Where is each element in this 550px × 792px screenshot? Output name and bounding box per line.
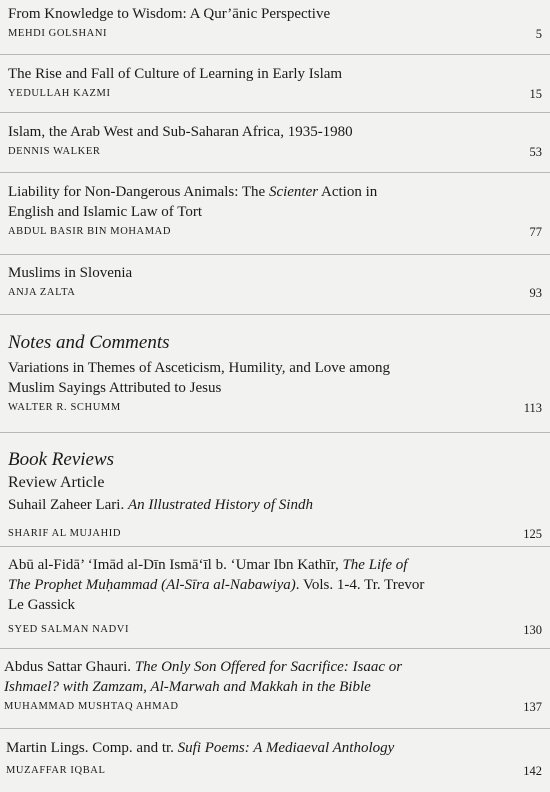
page-number: 137 (523, 700, 542, 714)
author-name: MUHAMMAD MUSHTAQ AHMAD (4, 701, 179, 712)
title-italic: Ishmael? with Zamzam, Al-Marwah and Makkah in the Bible (4, 679, 371, 695)
entry-title: Muslims in Slovenia (8, 265, 133, 281)
toc-entry (8, 4, 542, 41)
page-number: 5 (535, 27, 542, 41)
title-text: Muslim Sayings Attributed to Jesus (8, 380, 222, 396)
page-number: 53 (529, 145, 542, 159)
toc-entry (8, 64, 542, 101)
entry-title (6, 738, 542, 758)
page-number: 77 (529, 225, 542, 239)
toc-entry (8, 263, 542, 300)
title-text: Variations in Themes of Asceticism, Humility, and Love among (8, 360, 391, 376)
divider (0, 54, 550, 55)
page-number: 15 (529, 87, 542, 101)
toc-entry (6, 738, 542, 778)
entry-title (4, 657, 542, 697)
entry-title (8, 358, 542, 398)
author-name: ANJA ZALTA (8, 287, 76, 298)
toc-entry (8, 122, 542, 159)
toc-entry (8, 495, 542, 541)
entry-author (8, 401, 542, 415)
entry-author (8, 87, 542, 101)
title-text: Abdus Sattar Ghauri. (4, 659, 135, 675)
author-name: SHARIF AL MUJAHID (8, 528, 122, 539)
entry-author (8, 623, 542, 637)
author-name: YEDULLAH KAZMI (8, 88, 111, 99)
page-number: 130 (523, 623, 542, 637)
title-italic: The Prophet Muḥammad (Al-Sīra al-Nabawiya) (8, 577, 296, 593)
entry-title (8, 495, 542, 515)
entry-title (8, 555, 542, 615)
divider (0, 728, 550, 729)
divider (0, 432, 550, 433)
toc-entry (8, 555, 542, 637)
divider (0, 172, 550, 173)
section-heading-notes: Notes and Comments (8, 332, 170, 353)
title-italic: Scienter (268, 184, 319, 200)
page-number: 113 (523, 401, 542, 415)
section-heading-reviews: Book Reviews (8, 449, 115, 470)
title-text: Le Gassick (8, 597, 76, 613)
page-number: 142 (523, 764, 542, 778)
toc-entry (4, 657, 542, 714)
title-text: Liability for Non-Dangerous Animals: The (8, 184, 269, 200)
entry-author (8, 286, 542, 300)
divider (0, 254, 550, 255)
author-name: ABDUL BASIR BIN MOHAMAD (8, 226, 172, 237)
author-name: MEHDI GOLSHANI (8, 28, 108, 39)
divider (0, 648, 550, 649)
title-italic: Sufi Poems: A Mediaeval Anthology (177, 740, 395, 756)
divider (0, 112, 550, 113)
divider (0, 314, 550, 315)
entry-author (4, 700, 542, 714)
entry-title: Islam, the Arab West and Sub-Saharan Africa, 1935-1980 (8, 124, 353, 140)
title-text: . Vols. 1-4. Tr. Trevor (295, 577, 425, 593)
author-name: MUZAFFAR IQBAL (6, 765, 106, 776)
toc-entry (8, 182, 542, 239)
title-text: Suhail Zaheer Lari. (8, 497, 128, 513)
page-number: 125 (523, 527, 542, 541)
entry-title: From Knowledge to Wisdom: A Qur’ānic Perspective (8, 6, 331, 22)
page-number: 93 (529, 286, 542, 300)
title-text: Action in (318, 184, 378, 200)
title-text: Martin Lings. Comp. and tr. (6, 740, 178, 756)
entry-author (8, 225, 542, 239)
title-text: English and Islamic Law of Tort (8, 204, 203, 220)
author-name: DENNIS WALKER (8, 146, 101, 157)
review-article-label: Review Article (8, 474, 105, 491)
divider (0, 546, 550, 547)
title-text: Abū al-Fidā’ ‘Imād al-Dīn Ismā‘īl b. ‘Umar Ibn Kathīr, (8, 557, 343, 573)
entry-author (8, 27, 542, 41)
title-italic: An Illustrated History of Sindh (127, 497, 313, 513)
entry-author (8, 527, 542, 541)
author-name: WALTER R. SCHUMM (8, 402, 121, 413)
author-name: SYED SALMAN NADVI (8, 624, 130, 635)
title-italic: The Life of (342, 557, 408, 573)
title-italic: The Only Son Offered for Sacrifice: Isaac or (134, 659, 403, 675)
entry-title: The Rise and Fall of Culture of Learning in Early Islam (8, 66, 343, 82)
entry-title (8, 182, 542, 222)
toc-entry (8, 358, 542, 415)
entry-author (8, 145, 542, 159)
entry-author (6, 764, 542, 778)
